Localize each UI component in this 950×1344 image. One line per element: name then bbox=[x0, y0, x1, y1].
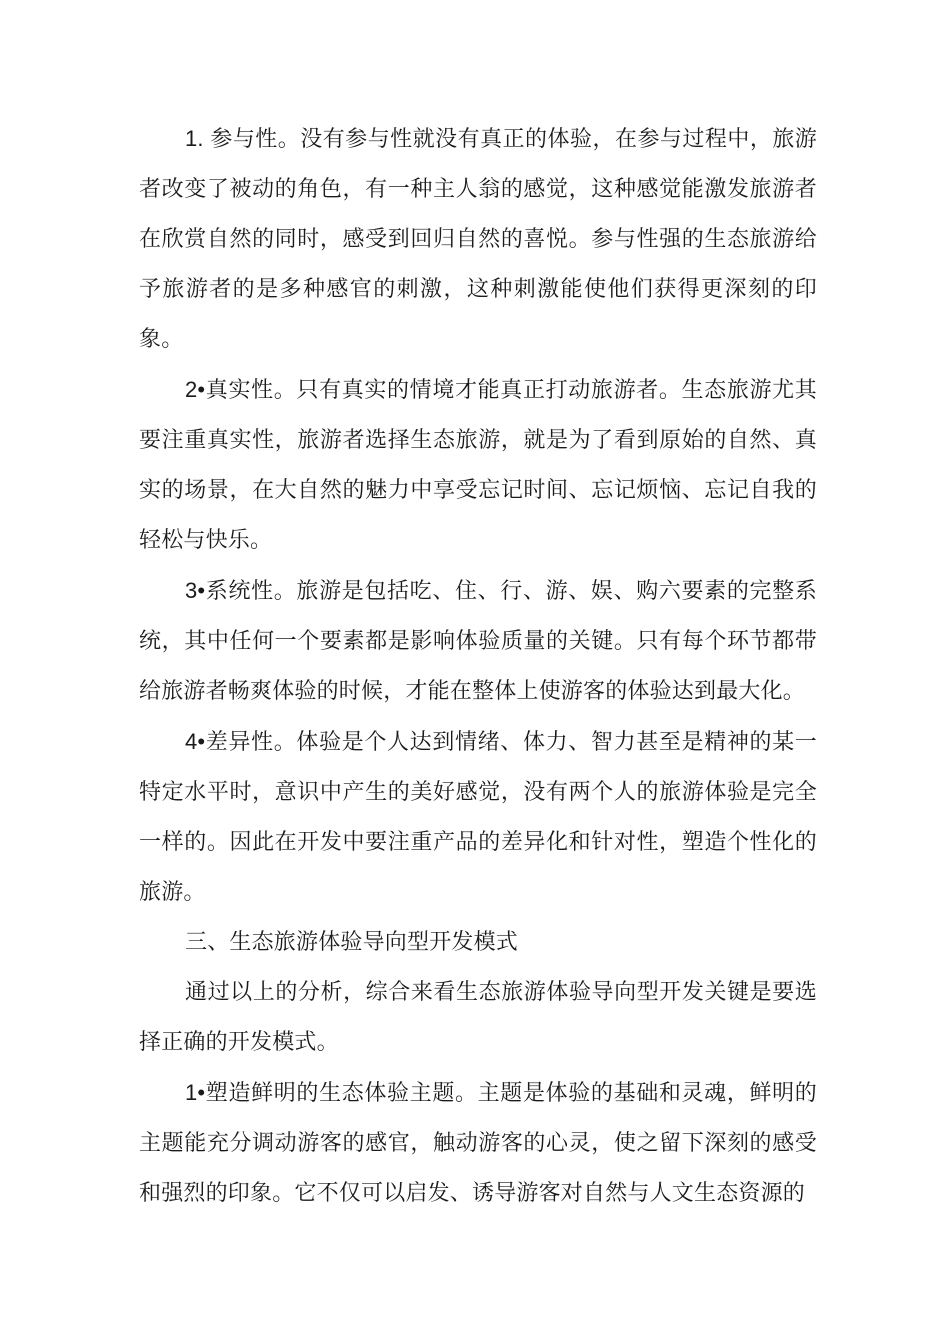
paragraph-theme bbox=[139, 1068, 817, 1219]
paragraph-text: 参与性。没有参与性就没有真正的体验，在参与过程中，旅游者改变了被动的角色，有一种主人翁的感觉，这种感觉能激发旅游者在欣赏自然的同时，感受到回归自然的喜悦。参与性强的生态旅游给予旅游者的是多种感官的刺激，这种刺激能使他们获得更深刻的印象。 bbox=[139, 127, 817, 352]
paragraph-authenticity bbox=[139, 365, 817, 566]
paragraph-analysis bbox=[139, 968, 817, 1068]
paragraph-text: 塑造鲜明的生态体验主题。主题是体验的基础和灵魂，鲜明的主题能充分调动游客的感官，触动游客的心灵，使之留下深刻的感受和强烈的印象。它不仅可以启发、诱导游客对自然与人文生态资源的 bbox=[139, 1081, 817, 1206]
paragraph-participation bbox=[139, 114, 817, 365]
paragraph-number: 2• bbox=[185, 377, 206, 402]
paragraph-text: 差异性。体验是个人达到情绪、体力、智力甚至是精神的某一特定水平时，意识中产生的美好感觉，没有两个人的旅游体验是完全一样的。因此在开发中要注重产品的差异化和针对性，塑造个性化的旅游。 bbox=[139, 730, 817, 905]
paragraph-number: 4• bbox=[185, 729, 206, 754]
section-heading bbox=[139, 918, 817, 968]
paragraph-number: 1• bbox=[185, 1080, 206, 1105]
paragraph-text: 通过以上的分析，综合来看生态旅游体验导向型开发关键是要选择正确的开发模式。 bbox=[139, 980, 817, 1055]
paragraph-systematic bbox=[139, 566, 817, 717]
paragraph-number: 3• bbox=[185, 578, 206, 603]
heading-text: 三、生态旅游体验导向型开发模式 bbox=[185, 930, 519, 955]
document-body bbox=[139, 114, 817, 1219]
paragraph-number: 1. bbox=[185, 126, 211, 151]
paragraph-text: 系统性。旅游是包括吃、住、行、游、娱、购六要素的完整系统，其中任何一个要素都是影响体验质量的关键。只有每个环节都带给旅游者畅爽体验的时候，才能在整体上使游客的体验达到最大化。 bbox=[139, 579, 817, 704]
paragraph-text: 真实性。只有真实的情境才能真正打动旅游者。生态旅游尤其要注重真实性，旅游者选择生态旅游，就是为了看到原始的自然、真实的场景，在大自然的魅力中享受忘记时间、忘记烦恼、忘记自我的轻松与快乐。 bbox=[139, 378, 817, 553]
paragraph-difference bbox=[139, 717, 817, 918]
